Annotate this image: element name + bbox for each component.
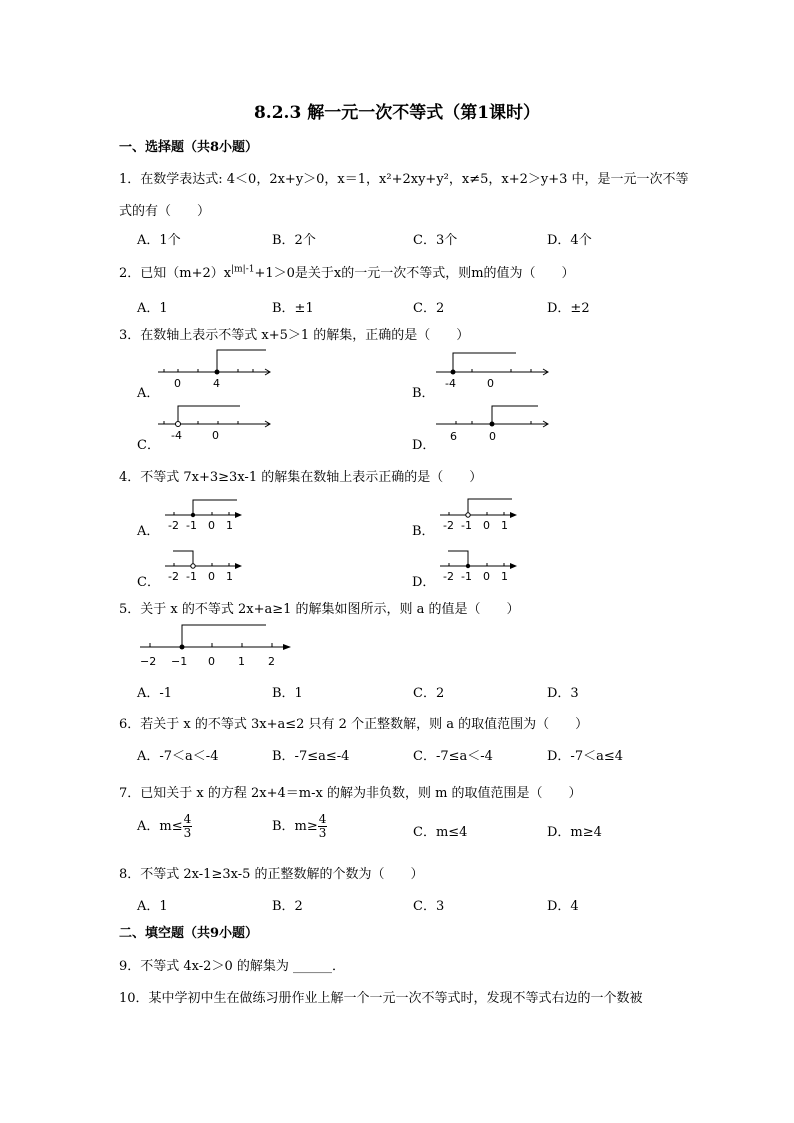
q3-option-b[interactable]: B． xyxy=(412,386,435,401)
q3-number-line-d xyxy=(436,397,556,447)
tick-label: 0 xyxy=(208,570,215,583)
q4-number-line-d xyxy=(440,546,525,586)
q4-option-a[interactable]: A． xyxy=(137,524,160,539)
tick-label: 0 xyxy=(208,519,215,532)
tick-label: 0 xyxy=(212,429,219,442)
q4-option-c[interactable]: C． xyxy=(137,575,160,590)
q6-option-d[interactable]: D．-7＜a≤4 xyxy=(547,749,624,764)
tick-label: -4 xyxy=(445,377,456,390)
tick-label: 1 xyxy=(501,519,508,532)
section-heading-choice: 一、选择题（共8小题） xyxy=(119,140,259,155)
tick-label: 0 xyxy=(208,655,215,668)
fraction: $\frac{4}{3}$ xyxy=(183,812,192,840)
q8-option-b[interactable]: B．2 xyxy=(272,899,303,914)
q2-option-d[interactable]: D．±2 xyxy=(547,301,590,316)
tick-label: 4 xyxy=(213,377,220,390)
tick-label: 0 xyxy=(174,377,181,390)
q7-option-a[interactable]: A．m≤ $\frac{4}{3}$ xyxy=(137,812,192,840)
question-8-text: 8．不等式 2x-1≥3x-5 的正整数解的个数为（ ） xyxy=(119,867,424,882)
tick-label: −2 xyxy=(140,655,157,668)
tick-label: 0 xyxy=(483,570,490,583)
q5-option-c[interactable]: C．2 xyxy=(413,686,445,701)
q4-number-line-a xyxy=(165,495,250,535)
q1-option-b[interactable]: B．2个 xyxy=(272,233,316,248)
tick-label: 6 xyxy=(450,430,457,443)
q7-option-b[interactable]: B．m≥ $\frac{4}{3}$ xyxy=(272,812,327,840)
tick-label: 0 xyxy=(483,519,490,532)
question-1-text: 1．在数学表达式: 4＜0，2x+y＞0，x＝1，x²+2xy+y²，x≠5，x+2＞y+3 中，是一元一次不等 xyxy=(119,172,689,187)
tick-label: 0 xyxy=(487,377,494,390)
q4-number-line-c xyxy=(165,546,250,586)
q3-option-a[interactable]: A． xyxy=(137,386,160,401)
q2-option-a[interactable]: A．1 xyxy=(137,301,168,316)
q7-option-c[interactable]: C．m≤4 xyxy=(413,825,468,840)
q4-option-b[interactable]: B． xyxy=(412,524,435,539)
tick-label: -1 xyxy=(461,570,472,583)
question-1-text-cont: 式的有（ ） xyxy=(119,204,211,219)
tick-label: -1 xyxy=(186,570,197,583)
q6-option-a[interactable]: A．-7＜a＜-4 xyxy=(137,749,219,764)
question-10-text: 10．某中学初中生在做练习册作业上解一个一元一次不等式时，发现不等式右边的一个数被 xyxy=(119,991,643,1006)
q7-option-d[interactable]: D．m≥4 xyxy=(547,825,602,840)
q4-option-d[interactable]: D． xyxy=(412,575,436,590)
tick-label: 1 xyxy=(501,570,508,583)
tick-label: -1 xyxy=(461,519,472,532)
q4-number-line-b xyxy=(440,495,525,535)
q3-option-d[interactable]: D． xyxy=(412,438,436,453)
q6-option-b[interactable]: B．-7≤a≤-4 xyxy=(272,749,350,764)
q3-number-line-a xyxy=(158,345,278,395)
question-9-text: 9．不等式 4x-2＞0 的解集为 ______． xyxy=(119,959,345,974)
q8-option-a[interactable]: A．1 xyxy=(137,899,168,914)
page-title: 8.2.3 解一元一次不等式（第1课时） xyxy=(253,103,541,123)
question-4-text: 4．不等式 7x+3≥3x-1 的解集在数轴上表示正确的是（ ） xyxy=(119,470,483,485)
question-2-text: 2．已知$(m+2)x^{|m|-1}+1>0$是关于x的一元一次不等式，则m的值为（ ） xyxy=(119,264,575,281)
q1-option-c[interactable]: C．3个 xyxy=(413,233,458,248)
tick-label: 2 xyxy=(268,655,275,668)
tick-label: 1 xyxy=(226,519,233,532)
tick-label: −1 xyxy=(171,655,188,668)
tick-label: -2 xyxy=(168,519,179,532)
tick-label: -1 xyxy=(186,519,197,532)
tick-label: -4 xyxy=(171,429,182,442)
q5-option-d[interactable]: D．3 xyxy=(547,686,579,701)
tick-label: 0 xyxy=(489,430,496,443)
q8-option-d[interactable]: D．4 xyxy=(547,899,579,914)
tick-label: 1 xyxy=(226,570,233,583)
fraction: $\frac{4}{3}$ xyxy=(318,812,327,840)
tick-label: -2 xyxy=(443,570,454,583)
q3-number-line-b xyxy=(436,345,556,395)
q5-option-b[interactable]: B．1 xyxy=(272,686,303,701)
q5-number-line xyxy=(140,620,300,670)
question-7-text: 7．已知关于 x 的方程 2x+4＝m-x 的解为非负数，则 m 的取值范围是（ ） xyxy=(119,786,582,801)
tick-label: -2 xyxy=(443,519,454,532)
q2-option-b[interactable]: B．±1 xyxy=(272,301,314,316)
q5-option-a[interactable]: A．-1 xyxy=(137,686,173,701)
q8-option-c[interactable]: C．3 xyxy=(413,899,445,914)
section-heading-fill: 二、填空题（共9小题） xyxy=(119,926,259,941)
q1-option-d[interactable]: D．4个 xyxy=(547,233,592,248)
q3-number-line-c xyxy=(158,397,278,447)
tick-label: -2 xyxy=(168,570,179,583)
question-5-text: 5．关于 x 的不等式 2x+a≥1 的解集如图所示，则 a 的值是（ ） xyxy=(119,602,520,617)
tick-label: 1 xyxy=(238,655,245,668)
question-3-text: 3．在数轴上表示不等式 x+5＞1 的解集，正确的是（ ） xyxy=(119,328,470,343)
q1-option-a[interactable]: A．1个 xyxy=(137,233,181,248)
q2-option-c[interactable]: C．2 xyxy=(413,301,445,316)
question-6-text: 6．若关于 x 的不等式 3x+a≤2 只有 2 个正整数解，则 a 的取值范围为（ ） xyxy=(119,717,589,732)
q6-option-c[interactable]: C．-7≤a＜-4 xyxy=(413,749,493,764)
q3-option-c[interactable]: C． xyxy=(137,438,160,453)
